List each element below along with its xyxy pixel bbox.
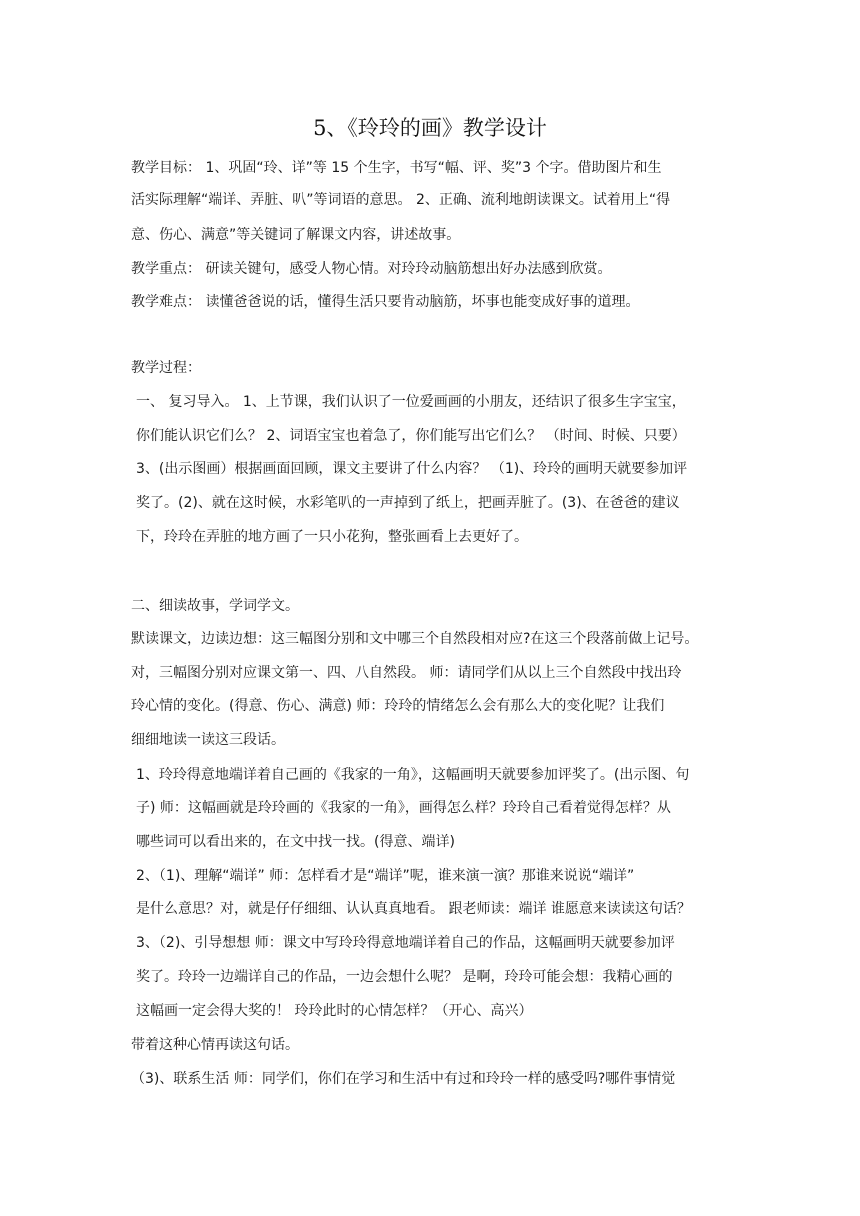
paragraph-line-item3-3: 这幅画一定会得大奖的！ 玲玲此时的心情怎样？（开心、高兴） xyxy=(136,1003,533,1019)
section-heading-process: 教学过程： xyxy=(131,360,201,376)
paragraph-line-reading-2: 对，三幅图分别对应课文第一、四、八自然段。 师：请同学们从以上三个自然段中找出玲 xyxy=(131,665,682,681)
paragraph-line-review-2: 你们能认识它们么？ 2、词语宝宝也着急了，你们能写出它们么？ （时间、时候、只要） xyxy=(136,428,686,444)
paragraph-line-reading-3: 玲心情的变化。(得意、伤心、满意) 师：玲玲的情绪怎么会有那么大的变化呢？让我们 xyxy=(131,698,665,714)
paragraph-line-key-points: 教学重点： 研读关键句，感受人物心情。对玲玲动脑筋想出好办法感到欣赏。 xyxy=(131,261,612,277)
paragraph-line-reading-1: 默读课文，边读边想：这三幅图分别和文中哪三个自然段相对应?在这三个段落前做上记号。 xyxy=(131,631,699,647)
paragraph-line-reading-4: 细细地读一读这三段话。 xyxy=(131,732,285,748)
paragraph-line-life-connection: （3)、联系生活 师：同学们，你们在学习和生活中有过和玲玲一样的感受吗?哪件事情觉 xyxy=(131,1071,676,1087)
paragraph-line-review-3: 3、(出示图画）根据画面回顾，课文主要讲了什么内容？ （1)、玲玲的画明天就要参加评 xyxy=(136,461,688,477)
paragraph-line-item1-2: 子) 师：这幅画就是玲玲画的《我家的一角》，画得怎么样？玲玲自己看着觉得怎样？从 xyxy=(136,800,671,816)
paragraph-line-goals-3: 意、伤心、满意”等关键词了解课文内容，讲述故事。 xyxy=(131,227,461,243)
paragraph-line-difficulties: 教学难点： 读懂爸爸说的话，懂得生活只要肯动脑筋，坏事也能变成好事的道理。 xyxy=(131,294,640,310)
paragraph-line-item2-1: 2、（1)、理解“端详” 师：怎样看才是“端详”呢，谁来演一演？那谁来说说“端详” xyxy=(136,868,635,884)
paragraph-line-review-5: 下，玲玲在弄脏的地方画了一只小花狗，整张画看上去更好了。 xyxy=(136,529,528,545)
document-title: 5、《玲玲的画》教学设计 xyxy=(313,116,547,140)
paragraph-line-item1-1: 1、玲玲得意地端详着自己画的《我家的一角》，这幅画明天就要参加评奖了。(出示图、句 xyxy=(136,767,690,783)
paragraph-line-item2-2: 是什么意思？对，就是仔仔细细、认认真真地看。 跟老师读：端详 谁愿意来读读这句话？ xyxy=(136,901,691,917)
paragraph-line-goals-2: 活实际理解“端详、弄脏、叭”等词语的意思。 2、正确、流利地朗读课文。试着用上“得 xyxy=(131,192,671,208)
paragraph-line-item3-2: 奖了。玲玲一边端详自己的作品，一边会想什么呢？ 是啊，玲玲可能会想：我精心画的 xyxy=(136,969,673,985)
paragraph-line-goals-1: 教学目标： 1、巩固“玲、详”等 15 个生字，书写“幅、评、奖”3 个字。借助图片和生 xyxy=(131,160,662,176)
paragraph-line-item1-3: 哪些词可以看出来的，在文中找一找。(得意、端详) xyxy=(136,834,455,850)
paragraph-line-review-1: 一、 复习导入。 1、上节课，我们认识了一位爱画画的小朋友，还结识了很多生字宝宝， xyxy=(136,394,686,410)
paragraph-line-review-4: 奖了。(2)、就在这时候，水彩笔叭的一声掉到了纸上，把画弄脏了。(3)、在爸爸的建议 xyxy=(136,495,680,511)
paragraph-line-item3-1: 3、（2)、引导想想 师：课文中写玲玲得意地端详着自己的作品，这幅画明天就要参加评 xyxy=(136,935,675,951)
paragraph-line-reread: 带着这种心情再读这句话。 xyxy=(131,1037,299,1053)
section-heading-reading: 二、细读故事，学词学文。 xyxy=(131,598,299,614)
